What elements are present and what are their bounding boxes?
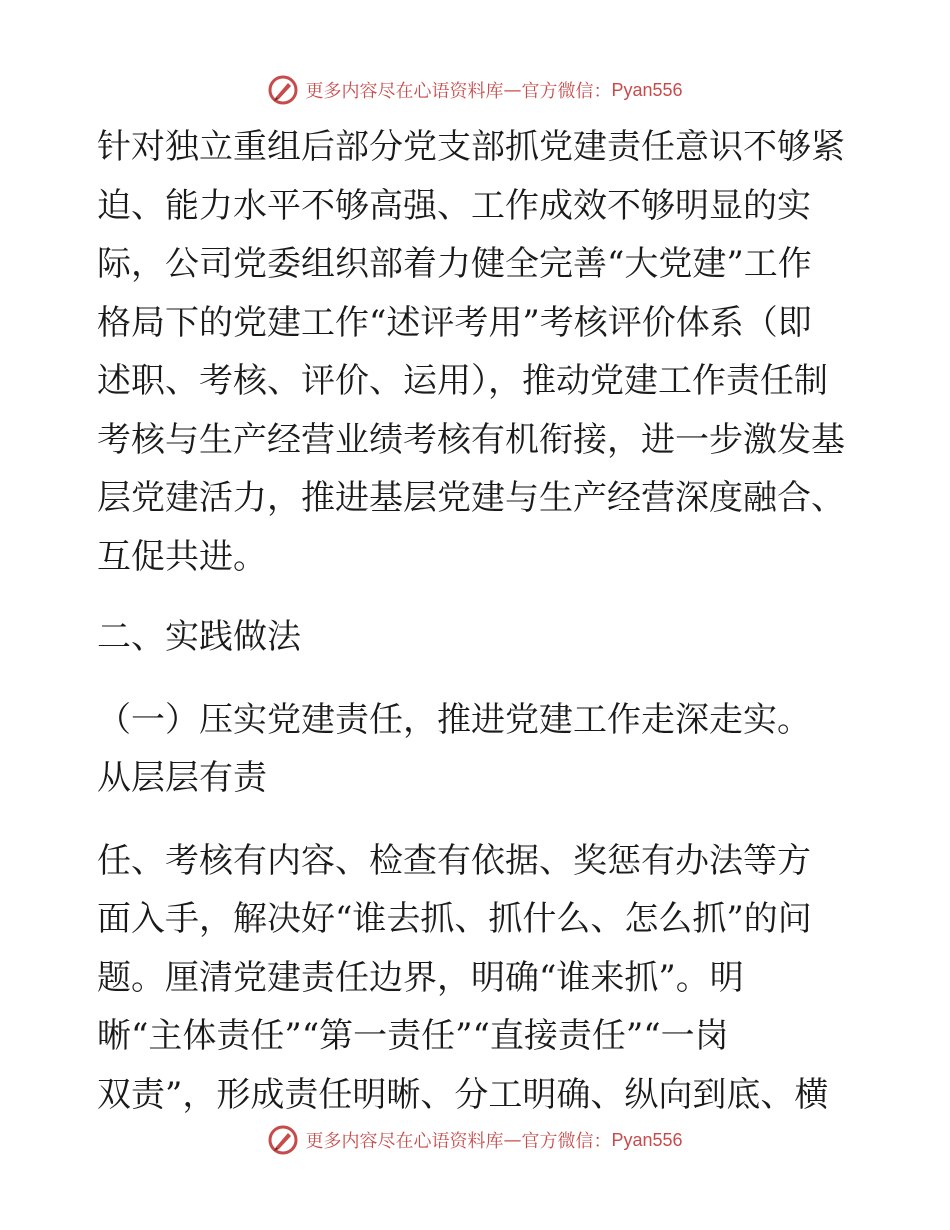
sub-heading bbox=[97, 691, 857, 808]
text-line: 题。厘清党建责任边界，明确“谁来抓”。明 bbox=[97, 957, 744, 998]
text-line: 格局下的党建工作“述评考用”考核评价体系（即 bbox=[97, 302, 812, 343]
watermark-wechat-label: 官方微信： bbox=[521, 81, 612, 102]
text-line: 从层层有责 bbox=[97, 758, 267, 798]
watermark-separator: — bbox=[503, 79, 522, 101]
section-heading: 二、实践做法 bbox=[97, 617, 301, 657]
watermark-main-text: 更多内容尽在心语资料库 bbox=[305, 1131, 504, 1152]
watermark-footer bbox=[0, 1123, 950, 1157]
text-line: 任、考核有内容、检查有依据、奖惩有办法等方 bbox=[97, 840, 811, 881]
detail-paragraph bbox=[97, 832, 857, 1125]
watermark-wechat-id: Pyan556 bbox=[611, 79, 683, 100]
intro-paragraph bbox=[97, 118, 857, 586]
watermark-main-text: 更多内容尽在心语资料库 bbox=[305, 81, 504, 102]
text-line: 双责”，形成责任明晰、分工明确、纵向到底、横 bbox=[97, 1074, 829, 1115]
text-line: 际，公司党委组织部着力健全完善“大党建”工作 bbox=[97, 244, 812, 284]
pen-seal-icon bbox=[267, 74, 299, 106]
text-line: 针对独立重组后部分党支部抓党建责任意识不够紧 bbox=[97, 127, 845, 167]
text-line: 述职、考核、评价、运用），推动党建工作责任制 bbox=[97, 361, 828, 401]
text-line: （一）压实党建责任，推进党建工作走深走实。 bbox=[97, 699, 811, 740]
text-line: 迫、能力水平不够高强、工作成效不够明显的实 bbox=[97, 185, 811, 226]
text-line: 层党建活力，推进基层党建与生产经营深度融合、 bbox=[97, 478, 845, 518]
text-line: 互促共进。 bbox=[97, 536, 267, 577]
watermark-header bbox=[0, 73, 950, 107]
watermark-separator: — bbox=[503, 1129, 522, 1151]
text-line: 面入手，解决好“谁去抓、抓什么、怎么抓”的问 bbox=[97, 899, 812, 939]
text-line: 晰“主体责任”“第一责任”“直接责任”“一岗 bbox=[97, 1016, 729, 1056]
watermark-wechat-label: 官方微信： bbox=[521, 1131, 612, 1152]
text-line: 考核与生产经营业绩考核有机衔接，进一步激发基 bbox=[97, 419, 845, 460]
watermark-wechat-id: Pyan556 bbox=[611, 1129, 683, 1150]
pen-seal-icon bbox=[267, 1124, 299, 1156]
document-body bbox=[97, 118, 857, 1124]
